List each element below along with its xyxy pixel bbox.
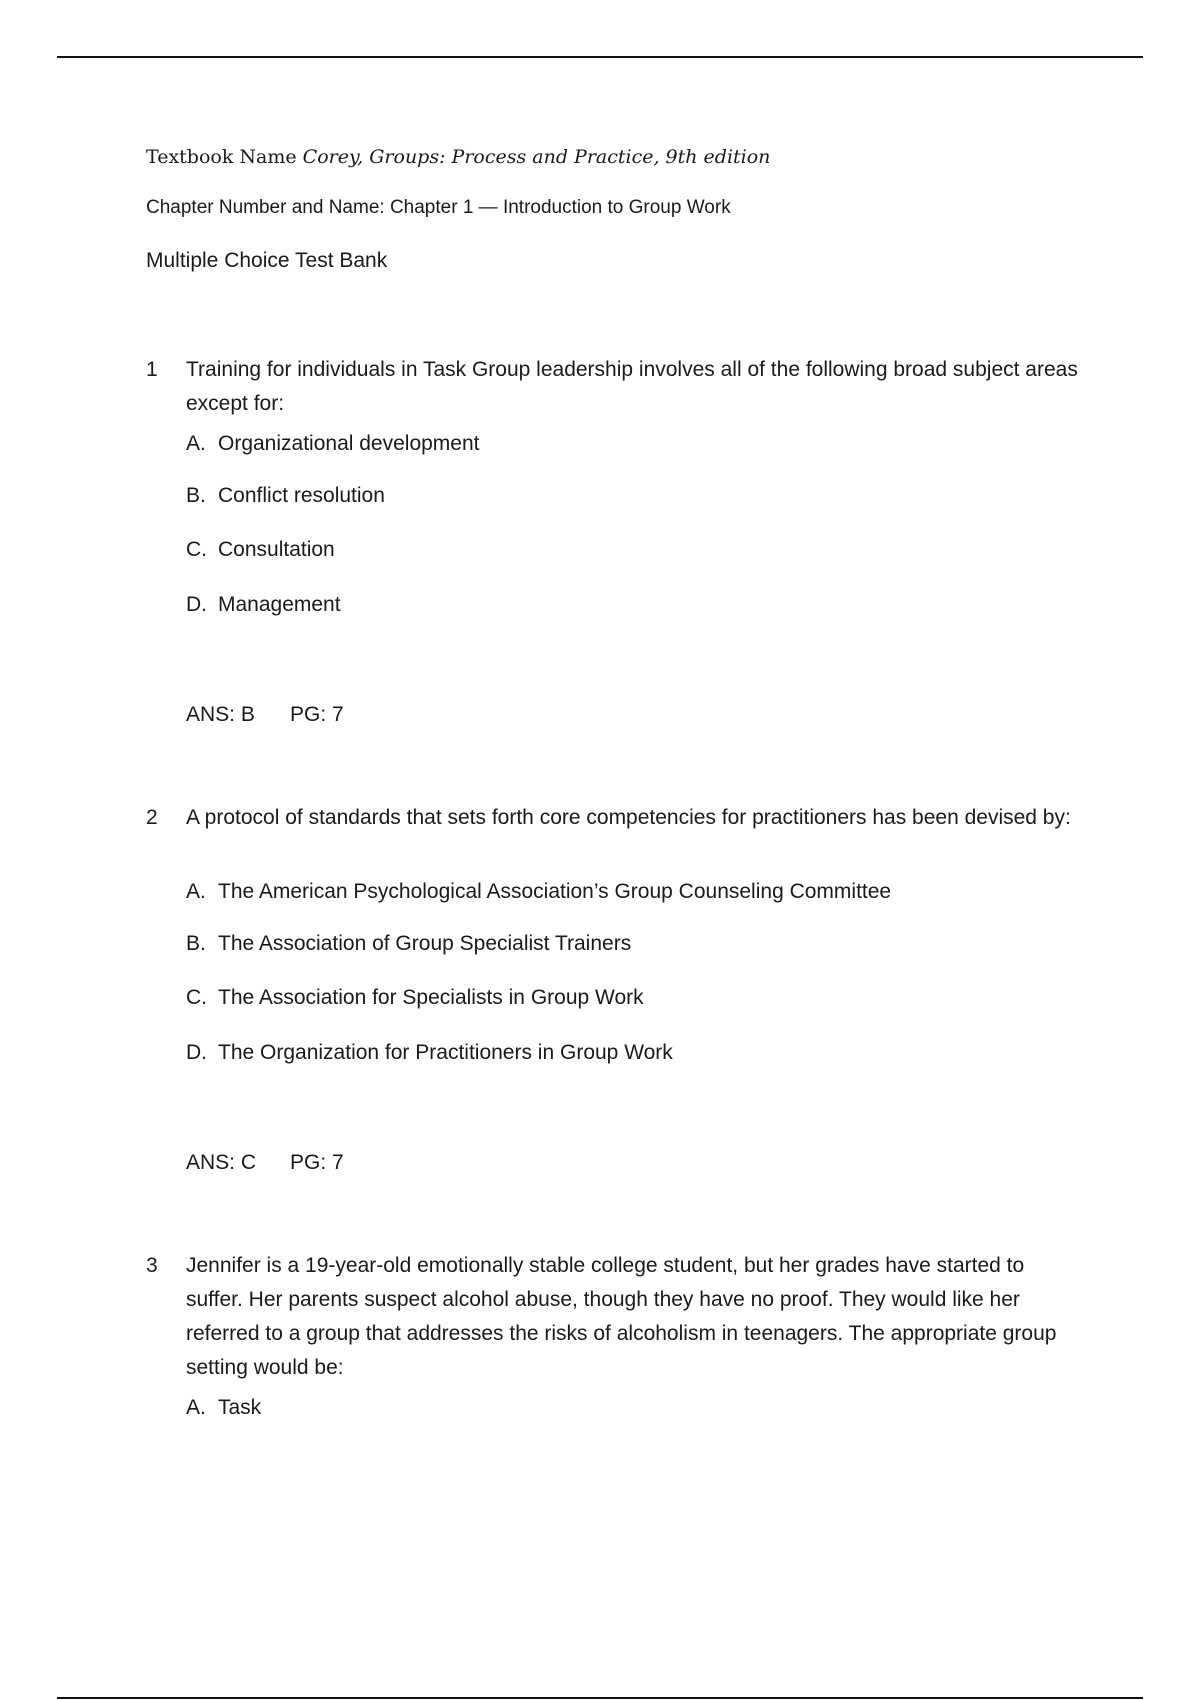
option-d — [186, 590, 341, 620]
question-stem: Jennifer is a 19-year-old emotionally stable college student, but her grades have started to suffer. Her parents suspect alcohol abuse, though they have no proof. They would like her referred to a group that addresses the risks of alcoholism in teenagers. The appropriate group setting would be: — [186, 1254, 1057, 1379]
textbook-title: Corey, Groups: Process and Practice, 9th edition — [302, 146, 771, 168]
option-b — [186, 481, 385, 511]
bottom-rule — [57, 1697, 1143, 1699]
option-c — [186, 535, 335, 565]
page-reference: PG: 7 — [290, 703, 344, 726]
option-letter: B. — [186, 932, 206, 955]
option-letter: A. — [186, 880, 206, 903]
option-letter: A. — [186, 432, 206, 455]
option-b — [186, 929, 631, 959]
option-text: Management — [218, 593, 341, 616]
option-letter: D. — [186, 1041, 207, 1064]
answer-key: ANS: B — [186, 703, 255, 726]
textbook-name-line — [146, 146, 770, 168]
option-c — [186, 983, 644, 1013]
answer-line — [186, 703, 344, 727]
option-text: Consultation — [218, 538, 335, 561]
option-a — [186, 1393, 261, 1423]
option-letter: A. — [186, 1396, 206, 1419]
option-letter: C. — [186, 986, 207, 1009]
option-text: The Association of Group Specialist Trainers — [218, 932, 632, 955]
option-letter: C. — [186, 538, 207, 561]
question-stem: Training for individuals in Task Group leadership involves all of the following broad subject areas except for: — [186, 358, 1078, 415]
option-text: The Organization for Practitioners in Group Work — [218, 1041, 673, 1064]
page-reference: PG: 7 — [290, 1151, 344, 1174]
option-a — [186, 877, 891, 907]
option-text: Task — [218, 1396, 262, 1419]
option-text: The Association for Specialists in Group Work — [218, 986, 644, 1009]
option-d — [186, 1038, 673, 1068]
test-type-heading: Multiple Choice Test Bank — [146, 249, 388, 272]
answer-key: ANS: C — [186, 1151, 257, 1174]
question-number: 2 — [146, 806, 158, 829]
question-stem: A protocol of standards that sets forth core competencies for practitioners has been devised by: — [186, 806, 1071, 829]
top-rule — [57, 56, 1143, 58]
question-number: 3 — [146, 1254, 158, 1277]
option-letter: D. — [186, 593, 207, 616]
chapter-line: Chapter Number and Name: Chapter 1 — Introduction to Group Work — [146, 197, 731, 218]
textbook-name-label: Textbook Name — [146, 146, 297, 168]
option-text: Organizational development — [218, 432, 480, 455]
option-letter: B. — [186, 484, 206, 507]
answer-line — [186, 1151, 344, 1175]
question-number: 1 — [146, 358, 158, 381]
option-text: Conflict resolution — [218, 484, 385, 507]
option-a — [186, 429, 480, 459]
option-text: The American Psychological Association’s Group Counseling Committee — [218, 880, 892, 903]
